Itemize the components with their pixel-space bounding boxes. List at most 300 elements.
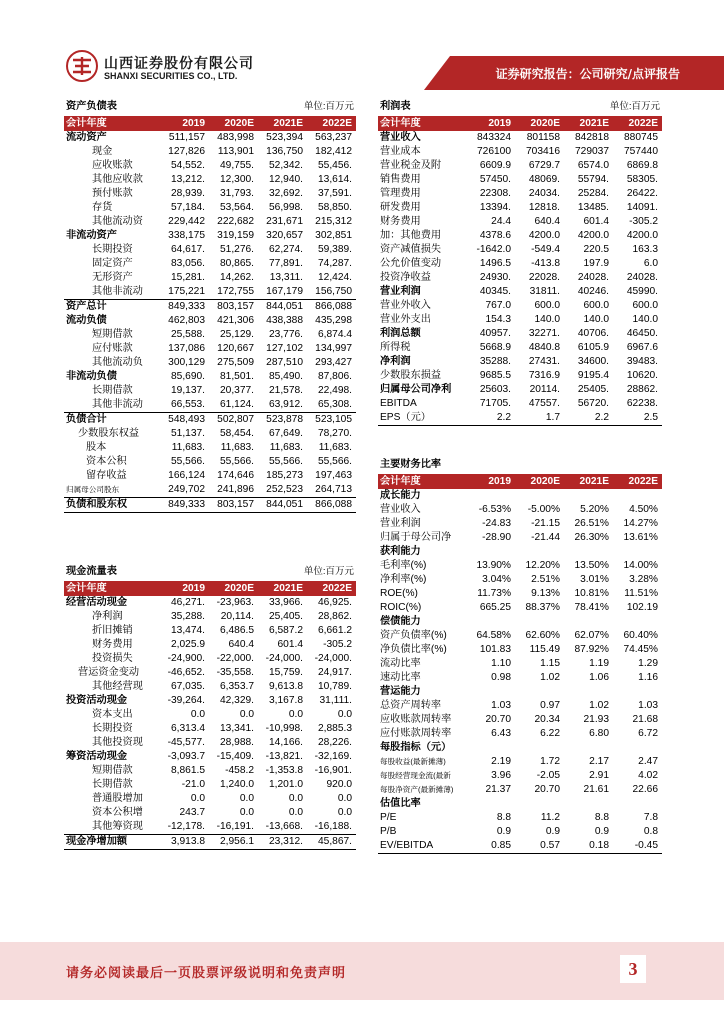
row-value: 127,826 xyxy=(168,146,205,157)
page-number: 3 xyxy=(620,955,646,983)
table-row xyxy=(64,229,356,243)
balance-sheet-header-cell: 2022E xyxy=(307,116,356,131)
row-value: 85,690. xyxy=(171,371,205,382)
row-value: 78.41% xyxy=(574,602,609,613)
table-row xyxy=(64,285,356,300)
row-value: 0.85 xyxy=(466,839,515,854)
row-value: 28,988. xyxy=(220,737,254,748)
row-value xyxy=(613,797,662,811)
row-label: 流动比率 xyxy=(380,658,421,669)
row-value: 77,891. xyxy=(269,258,303,269)
row-value: 3.04% xyxy=(482,574,511,585)
row-label: P/E xyxy=(380,812,397,823)
table-row xyxy=(378,341,662,355)
row-value: 3.01% xyxy=(580,574,609,585)
row-value: 767.0 xyxy=(485,300,511,311)
row-value: -16,901. xyxy=(314,765,352,776)
row-label: 净负债比率(%) xyxy=(380,644,447,655)
row-label: 净利润 xyxy=(380,356,411,367)
table-row xyxy=(378,839,662,854)
row-value: 46,925. xyxy=(318,597,352,608)
row-label: 固定资产 xyxy=(92,258,133,269)
table-row xyxy=(378,517,662,531)
row-value: 866,088 xyxy=(307,498,356,513)
row-value: 61,124. xyxy=(220,399,254,410)
row-value: 24930. xyxy=(479,272,511,283)
row-label: 每股经营现金流(最新 xyxy=(380,771,451,780)
row-value: -0.45 xyxy=(613,839,662,854)
row-value: 136,750 xyxy=(266,146,303,157)
row-value: 4200.0 xyxy=(577,230,609,241)
cash-flow-table xyxy=(64,563,356,850)
ratios-header-cell: 2022E xyxy=(613,474,662,489)
row-value: 22308. xyxy=(479,188,511,199)
table-row xyxy=(378,271,662,285)
row-value: 300,129 xyxy=(168,357,205,368)
row-value: 9195.4 xyxy=(577,370,609,381)
row-value: 1.06 xyxy=(589,672,609,683)
row-value: 21.68 xyxy=(632,714,658,725)
row-value: 13394. xyxy=(479,202,511,213)
row-value: 600.0 xyxy=(583,300,609,311)
row-value: 703416 xyxy=(526,146,560,157)
row-value: -39,264. xyxy=(167,695,205,706)
income-statement-header-cell: 2020E xyxy=(515,116,564,131)
table-row xyxy=(378,383,662,397)
row-value: 26.51% xyxy=(574,518,609,529)
row-value: 55,566. xyxy=(220,456,254,467)
row-value: 222,682 xyxy=(217,216,254,227)
table-row xyxy=(64,271,356,285)
row-value xyxy=(613,489,662,503)
row-label: 资本公积增 xyxy=(92,807,143,818)
row-value: 2.51% xyxy=(531,574,560,585)
table-row xyxy=(64,694,356,708)
row-label: 非流动负债 xyxy=(66,371,117,382)
row-label: 公允价值变动 xyxy=(380,258,442,269)
row-value: 166,124 xyxy=(168,470,205,481)
row-value: 64.58% xyxy=(476,630,511,641)
table-row xyxy=(64,384,356,398)
row-label: 长期借款 xyxy=(92,779,133,790)
row-value xyxy=(515,685,564,699)
row-label: 其他经营现 xyxy=(92,681,143,692)
row-label: 留存收益 xyxy=(86,470,127,481)
balance-sheet-title-row xyxy=(64,98,356,116)
row-label: 短期借款 xyxy=(92,765,133,776)
row-value: 866,088 xyxy=(307,300,356,315)
row-value: 62.60% xyxy=(525,630,560,641)
table-row xyxy=(378,755,662,769)
row-value: 1.02 xyxy=(540,672,560,683)
table-row xyxy=(64,596,356,610)
row-value: 1.7 xyxy=(515,411,564,426)
row-value: 25284. xyxy=(577,188,609,199)
row-value xyxy=(466,545,515,559)
table-row xyxy=(64,708,356,722)
row-label: 非流动资产 xyxy=(66,230,117,241)
row-value: 10.81% xyxy=(574,588,609,599)
balance-sheet-header-cell: 2020E xyxy=(209,116,258,131)
row-value: 231,671 xyxy=(266,216,303,227)
row-value: 46450. xyxy=(626,328,658,339)
row-value: -305.2 xyxy=(323,639,352,650)
row-value: -22,000. xyxy=(216,653,254,664)
row-value: 0.0 xyxy=(190,709,205,720)
row-value xyxy=(466,797,515,811)
row-value: 197.9 xyxy=(583,258,609,269)
row-value: 8.8 xyxy=(594,812,609,823)
row-value: -12,178. xyxy=(167,821,205,832)
row-value: -413.8 xyxy=(531,258,560,269)
row-value: 3,167.8 xyxy=(269,695,303,706)
row-label: 资本支出 xyxy=(92,709,133,720)
row-value: 65,308. xyxy=(318,399,352,410)
row-value: 640.4 xyxy=(534,216,560,227)
row-label: 其他流动负 xyxy=(92,357,143,368)
table-row xyxy=(64,652,356,666)
row-value: 6729.7 xyxy=(528,160,560,171)
page-header xyxy=(0,0,724,92)
row-value: 302,851 xyxy=(315,230,352,241)
row-label: EV/EBITDA xyxy=(378,839,466,854)
row-value: 640.4 xyxy=(228,639,254,650)
balance-sheet-title: 资产负债表 xyxy=(66,101,117,112)
row-value: 1.72 xyxy=(540,756,560,767)
table-row xyxy=(64,145,356,159)
row-value: 0.0 xyxy=(288,807,303,818)
row-value: 4200.0 xyxy=(626,230,658,241)
row-value: 243.7 xyxy=(179,807,205,818)
row-value: 13,212. xyxy=(171,174,205,185)
table-row xyxy=(378,587,662,601)
row-value: 22,498. xyxy=(318,385,352,396)
row-label: 长期投资 xyxy=(92,244,133,255)
row-value: 42,329. xyxy=(220,695,254,706)
ratios-header-cell: 2019 xyxy=(466,474,515,489)
row-value: 0.8 xyxy=(643,826,658,837)
balance-sheet-header-cell: 2021E xyxy=(258,116,307,131)
row-value: 13,614. xyxy=(318,174,352,185)
row-value: 601.4 xyxy=(277,639,303,650)
row-label: 研发费用 xyxy=(380,202,421,213)
row-label: 负债和股东权 xyxy=(64,498,160,513)
row-value: 6.22 xyxy=(540,728,560,739)
row-label: 营业利润 xyxy=(380,286,421,297)
row-value: 53,564. xyxy=(220,202,254,213)
row-value: 880745 xyxy=(624,132,658,143)
table-row xyxy=(378,545,662,559)
row-value: 28,862. xyxy=(318,611,352,622)
row-value: 24028. xyxy=(626,272,658,283)
row-value: 264,713 xyxy=(315,484,352,495)
row-value: 54,552. xyxy=(171,160,205,171)
row-value: 182,412 xyxy=(315,146,352,157)
row-label: 营运能力 xyxy=(380,686,421,697)
row-value: 12818. xyxy=(528,202,560,213)
row-value: 844,051 xyxy=(258,300,307,315)
row-label: 少数股东损益 xyxy=(380,370,442,381)
row-value: 101.83 xyxy=(479,644,511,655)
table-row xyxy=(378,243,662,257)
row-value: 21,578. xyxy=(269,385,303,396)
row-value: 35,288. xyxy=(171,611,205,622)
row-value: -46,652. xyxy=(167,667,205,678)
row-value: 163.3 xyxy=(632,244,658,255)
row-label: EBITDA xyxy=(380,398,417,409)
row-value: 25,405. xyxy=(269,611,303,622)
row-value: 10620. xyxy=(626,370,658,381)
row-value: 6,486.5 xyxy=(220,625,254,636)
row-label: 资产负债率(%) xyxy=(380,630,447,641)
row-label: 每股指标（元） xyxy=(380,742,452,753)
row-value: 11,683. xyxy=(171,442,205,453)
row-value: 49,755. xyxy=(220,160,254,171)
row-value: 11.2 xyxy=(540,812,560,823)
row-label: 折旧摊销 xyxy=(92,625,133,636)
row-value: 803,157 xyxy=(209,498,258,513)
row-value xyxy=(466,685,515,699)
row-value xyxy=(613,741,662,755)
row-value: 0.98 xyxy=(491,672,511,683)
row-value: -24,000. xyxy=(314,653,352,664)
row-value: 6.72 xyxy=(638,728,658,739)
row-value xyxy=(515,489,564,503)
row-value: 2,885.3 xyxy=(318,723,352,734)
row-value xyxy=(515,615,564,629)
row-value: -32,169. xyxy=(314,751,352,762)
row-value: 13,311. xyxy=(269,272,303,283)
ratios-header-cell: 会计年度 xyxy=(378,474,466,489)
row-label: 现金 xyxy=(92,146,113,157)
row-value: 60.40% xyxy=(623,630,658,641)
row-value: -1,353.8 xyxy=(265,765,303,776)
row-label: 股本 xyxy=(86,442,107,453)
row-value: 920.0 xyxy=(326,779,352,790)
company-logo-icon xyxy=(66,50,98,82)
row-value: 2.5 xyxy=(613,411,662,426)
row-value: 140.0 xyxy=(632,314,658,325)
income-statement-title: 利润表 xyxy=(380,101,411,112)
row-value: 6.0 xyxy=(643,258,658,269)
table-row xyxy=(378,769,662,783)
table-row xyxy=(64,342,356,356)
row-value: 6,661.2 xyxy=(318,625,352,636)
table-row xyxy=(64,243,356,257)
row-value: 45990. xyxy=(626,286,658,297)
row-value: -16,188. xyxy=(314,821,352,832)
row-value: 14.00% xyxy=(623,560,658,571)
row-value: 25405. xyxy=(577,384,609,395)
row-value: 51,276. xyxy=(220,244,254,255)
row-value: 320,657 xyxy=(266,230,303,241)
row-value: 2.2 xyxy=(466,411,515,426)
table-row xyxy=(378,397,662,411)
row-value: 12,300. xyxy=(220,174,254,185)
row-value: 249,702 xyxy=(168,484,205,495)
table-row xyxy=(64,201,356,215)
row-label: 资产总计 xyxy=(64,300,160,315)
table-row xyxy=(64,257,356,271)
row-value: 13.50% xyxy=(574,560,609,571)
table-row xyxy=(64,159,356,173)
table-row xyxy=(64,722,356,736)
table-row xyxy=(64,427,356,441)
row-value: 14.27% xyxy=(623,518,658,529)
row-value: 62,274. xyxy=(269,244,303,255)
row-value: 15,281. xyxy=(171,272,205,283)
row-value: 31811. xyxy=(529,286,560,297)
row-value: -21.15 xyxy=(531,518,560,529)
row-value: 338,175 xyxy=(168,230,205,241)
table-row xyxy=(64,215,356,229)
row-value: 2,025.9 xyxy=(171,639,205,650)
row-value: 11,683. xyxy=(318,442,352,453)
row-value: 197,463 xyxy=(315,470,352,481)
row-label: 应收账款周转率 xyxy=(380,714,452,725)
row-value: 6105.9 xyxy=(577,342,609,353)
row-value: 2.17 xyxy=(589,756,609,767)
row-value xyxy=(515,797,564,811)
row-value: 66,553. xyxy=(171,399,205,410)
company-name-cn: 山西证券股份有限公司 xyxy=(104,56,254,72)
table-row xyxy=(64,328,356,342)
row-value xyxy=(466,741,515,755)
row-label: 净利率(%) xyxy=(380,574,427,585)
row-value: -21.0 xyxy=(181,779,205,790)
row-value: 64,617. xyxy=(171,244,205,255)
row-value: -15,409. xyxy=(216,751,254,762)
row-value: 14,166. xyxy=(269,737,303,748)
table-row xyxy=(378,159,662,173)
row-value: 12,424. xyxy=(318,272,352,283)
table-row xyxy=(378,369,662,383)
row-value: -13,821. xyxy=(265,751,303,762)
row-value xyxy=(613,615,662,629)
row-value: 137,086 xyxy=(168,343,205,354)
table-row xyxy=(64,835,356,850)
row-label: 归属母公司股东 xyxy=(66,485,120,494)
table-row xyxy=(378,299,662,313)
row-value: 1.15 xyxy=(540,658,560,669)
row-value: 1.10 xyxy=(491,658,511,669)
row-value: 0.0 xyxy=(288,793,303,804)
company-name-en: SHANXI SECURITIES CO., LTD. xyxy=(104,71,238,81)
row-value xyxy=(613,685,662,699)
row-value: 11.73% xyxy=(477,588,511,599)
table-row xyxy=(64,498,356,513)
row-value: 56,998. xyxy=(269,202,303,213)
row-label: EPS（元） xyxy=(378,411,466,426)
row-value: 14091. xyxy=(626,202,658,213)
row-value: 62.07% xyxy=(574,630,609,641)
row-value: 8,861.5 xyxy=(171,765,205,776)
row-value: 56720. xyxy=(577,398,609,409)
row-value: -24.83 xyxy=(482,518,511,529)
row-label: 营业外收入 xyxy=(380,300,431,311)
row-value: 22028. xyxy=(528,272,560,283)
cash-flow-header-cell: 2021E xyxy=(258,581,307,596)
row-value: -24,900. xyxy=(167,653,205,664)
row-value: 502,807 xyxy=(209,413,258,428)
table-row xyxy=(378,187,662,201)
table-row xyxy=(378,215,662,229)
row-value: 58,850. xyxy=(318,202,352,213)
row-value: 55,566. xyxy=(171,456,205,467)
row-value: 0.0 xyxy=(239,793,254,804)
balance-sheet-header-row xyxy=(64,116,356,131)
row-value: 20.34 xyxy=(534,714,560,725)
table-row xyxy=(64,469,356,483)
row-value: 0.9 xyxy=(594,826,609,837)
row-value: 5668.9 xyxy=(479,342,511,353)
row-value: 0.9 xyxy=(545,826,560,837)
row-value: 2.47 xyxy=(638,756,658,767)
income-statement-header-cell: 2022E xyxy=(613,116,662,131)
row-label: 应付账款 xyxy=(92,343,133,354)
row-value: -549.4 xyxy=(531,244,560,255)
table-row xyxy=(64,610,356,624)
table-row xyxy=(378,489,662,503)
row-value: 438,388 xyxy=(266,315,303,326)
row-value xyxy=(613,545,662,559)
row-value: 67,649. xyxy=(269,428,303,439)
row-value: 13,474. xyxy=(171,625,205,636)
table-row xyxy=(378,355,662,369)
row-value: 601.4 xyxy=(583,216,609,227)
row-value: 3.96 xyxy=(491,770,511,781)
row-value: 1,201.0 xyxy=(269,779,303,790)
row-label: 归属母公司净利 xyxy=(380,384,452,395)
row-value: 5.20% xyxy=(580,504,609,515)
row-label: 财务费用 xyxy=(92,639,133,650)
row-label: 速动比率 xyxy=(380,672,421,683)
row-value: 32,692. xyxy=(269,188,303,199)
row-value: -28.90 xyxy=(482,532,511,543)
row-value: 13,341. xyxy=(220,723,254,734)
row-label: 利润总额 xyxy=(380,328,421,339)
row-value: -45,577. xyxy=(167,737,205,748)
table-row xyxy=(64,792,356,806)
row-label: 应付账款周转率 xyxy=(380,728,452,739)
row-value: 6869.8 xyxy=(626,160,658,171)
row-label: 管理费用 xyxy=(380,188,421,199)
row-value: 27431. xyxy=(528,356,560,367)
row-value: 0.0 xyxy=(337,793,352,804)
row-value: -10,998. xyxy=(265,723,303,734)
row-value: 462,803 xyxy=(168,315,205,326)
table-row xyxy=(378,629,662,643)
row-value: 13.61% xyxy=(623,532,658,543)
balance-sheet-header-cell: 2019 xyxy=(160,116,209,131)
row-value: 600.0 xyxy=(632,300,658,311)
row-value: 174,646 xyxy=(217,470,254,481)
table-row xyxy=(64,666,356,680)
row-value: -13,668. xyxy=(265,821,303,832)
table-row xyxy=(378,531,662,545)
row-value: 0.0 xyxy=(288,709,303,720)
row-value: 220.5 xyxy=(583,244,609,255)
table-row xyxy=(378,173,662,187)
row-value: 6574.0 xyxy=(577,160,609,171)
row-value: 40246. xyxy=(577,286,609,297)
table-row xyxy=(378,615,662,629)
row-label: 应收账款 xyxy=(92,160,133,171)
row-value: 6.80 xyxy=(589,728,609,739)
row-value: 215,312 xyxy=(315,216,352,227)
row-value: 523,394 xyxy=(266,132,303,143)
table-row xyxy=(64,131,356,145)
